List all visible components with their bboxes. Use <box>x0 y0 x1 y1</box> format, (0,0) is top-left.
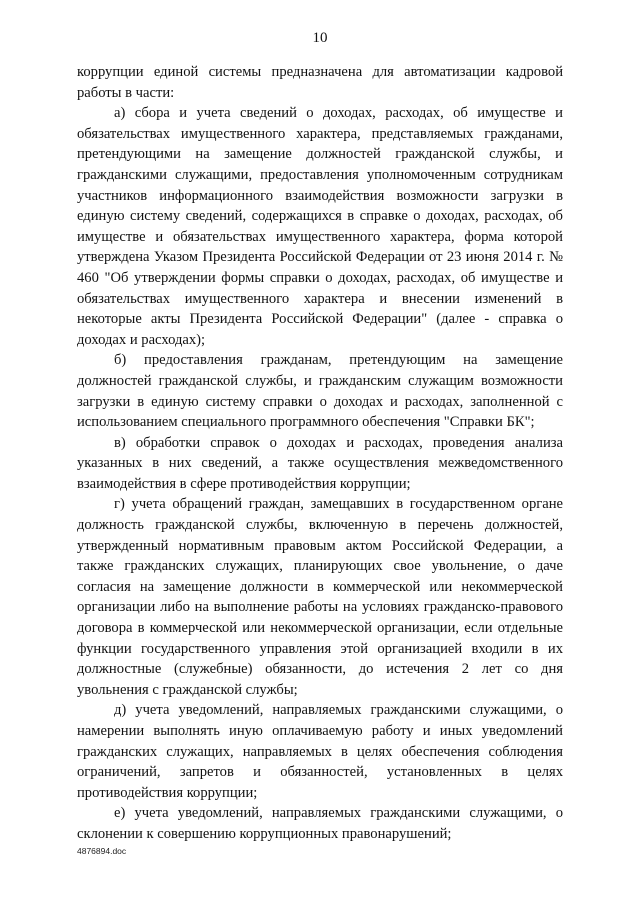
paragraph-intro: коррупции единой системы предназначена для автоматизации кадровой работы в части: <box>77 64 563 101</box>
paragraph-item-g: г) учета обращений граждан, замещавших в государственном органе должность гражданской службы, включенную в перечень должностей, утвержденный нормативным правовым актом Российской Федерации, а также гражданских служащих, планирующих свое увольнение, о даче согласия на замещение должности в коммерческой или некоммерческой организации либо на выполнение работы на условиях гражданско-правового договора в коммерческой или некоммерческой организации, если отдельные функции государственного управления этой организацией входили в их должностные (служебные) обязанности, до истечения 2 лет со дня увольнения с гражданской службы; <box>77 496 563 698</box>
paragraph-item-d: д) учета уведомлений, направляемых гражданскими служащими, о намерении выполнять иную оплачиваемую работу и иных уведомлений гражданских служащих, направляемых в целях обеспечения соблюдения ограничений, запретов и обязанностей, установленных в целях противодействия коррупции; <box>77 702 563 801</box>
paragraph-item-b: б) предоставления гражданам, претендующим на замещение должностей гражданской службы, и гражданским служащим возможности загрузки в единую систему справки о доходах и расходах, заполненной с использованием специального программного обеспечения "Справки БК"; <box>77 352 563 431</box>
footer-file-name: 4876894.doc <box>77 846 127 856</box>
document-body <box>77 62 563 845</box>
page-number: 10 <box>312 30 328 46</box>
paragraph-item-e: е) учета уведомлений, направляемых гражданскими служащими, о склонении к совершению коррупционных правонарушений; <box>77 805 563 842</box>
paragraph-item-a: а) сбора и учета сведений о доходах, расходах, об имуществе и обязательствах имущественного характера, представляемых гражданами, претендующими на замещение должностей гражданской службы, и гражданскими служащими, предоставления уполномоченным сотрудникам участников информационного взаимодействия возможности загрузки в единую систему сведений, содержащихся в справке о доходах, расходах, об имуществе и обязательствах имущественного характера, форма которой утверждена Указом Президента Российской Федерации от 23 июня 2014 г. № 460 "Об утверждении формы справки о доходах, расходах, об имуществе и обязательствах имущественного характера и внесении изменений в некоторые акты Президента Российской Федерации" (далее - справка о доходах и расходах); <box>77 105 563 348</box>
paragraph-item-v: в) обработки справок о доходах и расходах, проведения анализа указанных в них сведений, а также осуществления межведомственного взаимодействия в сфере противодействия коррупции; <box>77 434 563 492</box>
